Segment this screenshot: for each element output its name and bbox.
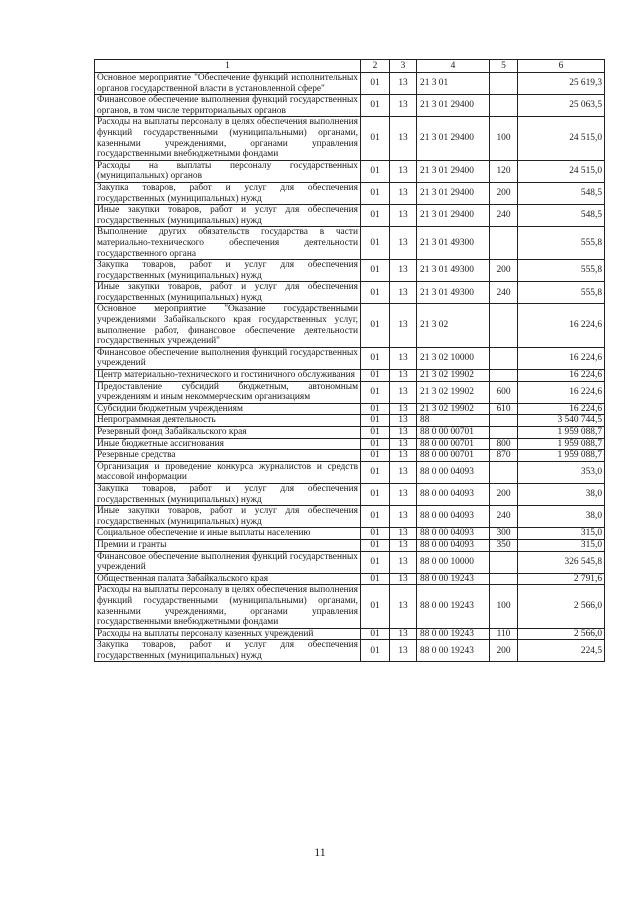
row-name: Закупка товаров, работ и услуг для обеспечения государственных (муниципальных) нужд [95,182,361,204]
row-col-6: 1 959 088,7 [518,450,605,462]
row-col-3: 13 [390,506,417,528]
row-col-4: 88 0 00 10000 [417,551,490,573]
row-name: Закупка товаров, работ и услуг для обеспечения государственных (муниципальных) нужд [95,640,361,662]
row-col-3: 13 [390,160,417,182]
row-col-4: 21 3 01 29400 [417,182,490,204]
row-col-6: 555,8 [518,260,605,282]
row-col-5: 870 [490,450,518,462]
row-name: Расходы на выплаты персоналу казенных учреждений [95,628,361,640]
row-col-3: 13 [390,117,417,160]
row-col-5 [490,95,518,117]
row-col-2: 01 [361,427,390,439]
row-col-2: 01 [361,73,390,95]
row-col-3: 13 [390,304,417,347]
budget-table [94,59,605,662]
row-col-6: 16 224,6 [518,381,605,403]
row-col-3: 13 [390,182,417,204]
row-name: Резервные средства [95,450,361,462]
row-name: Финансовое обеспечение выполнения функций государственных учреждений [95,347,361,369]
row-col-5: 240 [490,205,518,227]
row-col-6: 38,0 [518,506,605,528]
row-col-3: 13 [390,415,417,427]
row-col-2: 01 [361,573,390,585]
table-row [95,450,605,462]
row-col-4: 88 0 00 04093 [417,506,490,528]
row-col-5 [490,73,518,95]
table-row [95,182,605,204]
page-number: 11 [314,845,326,859]
row-col-4: 88 0 00 19243 [417,628,490,640]
row-col-6: 315,0 [518,539,605,551]
table-row [95,73,605,95]
row-col-4: 88 0 00 04093 [417,483,490,505]
row-col-4: 21 3 01 29400 [417,117,490,160]
table-row [95,117,605,160]
row-col-3: 13 [390,585,417,628]
header-col-4: 4 [417,60,490,73]
row-col-5: 200 [490,640,518,662]
row-col-5: 110 [490,628,518,640]
row-col-6: 16 224,6 [518,347,605,369]
row-col-6: 353,0 [518,461,605,483]
row-name: Расходы на выплаты персоналу в целях обеспечения выполнения функций государственными (муниципальными) органами, казенными учреждениями, органами управления государственными внебюджетными фондами [95,117,361,160]
table-row [95,403,605,415]
table-row [95,160,605,182]
row-col-2: 01 [361,585,390,628]
row-name: Закупка товаров, работ и услуг для обеспечения государственных (муниципальных) нужд [95,260,361,282]
row-col-6: 38,0 [518,483,605,505]
row-col-5 [490,573,518,585]
row-col-2: 01 [361,415,390,427]
row-name: Иные бюджетные ассигнования [95,438,361,450]
row-col-5: 200 [490,260,518,282]
row-col-6: 24 515,0 [518,117,605,160]
table-row [95,205,605,227]
row-col-3: 13 [390,347,417,369]
header-col-2: 2 [361,60,390,73]
header-col-3: 3 [390,60,417,73]
table-row [95,506,605,528]
row-col-6: 16 224,6 [518,304,605,347]
table-row [95,370,605,382]
row-col-4: 21 3 02 19902 [417,381,490,403]
row-col-6: 2 791,6 [518,573,605,585]
row-name: Финансовое обеспечение выполнения функций государственных органов, в том числе территориальных органов [95,95,361,117]
row-col-3: 13 [390,260,417,282]
table-header-row [95,60,605,73]
row-col-6: 548,5 [518,182,605,204]
row-col-6: 555,8 [518,227,605,260]
row-col-6: 1 959 088,7 [518,438,605,450]
row-col-5: 100 [490,117,518,160]
row-name: Иные закупки товаров, работ и услуг для обеспечения государственных (муниципальных) нужд [95,205,361,227]
row-col-5: 240 [490,506,518,528]
row-col-5: 240 [490,282,518,304]
row-col-4: 21 3 02 10000 [417,347,490,369]
table-row [95,528,605,540]
row-col-2: 01 [361,528,390,540]
row-col-5 [490,227,518,260]
row-col-6: 2 566,0 [518,585,605,628]
row-col-3: 13 [390,205,417,227]
row-col-3: 13 [390,539,417,551]
row-col-3: 13 [390,551,417,573]
row-col-4: 21 3 02 [417,304,490,347]
row-col-2: 01 [361,461,390,483]
row-col-3: 13 [390,381,417,403]
row-col-2: 01 [361,551,390,573]
row-col-4: 88 0 00 04093 [417,461,490,483]
table-row [95,438,605,450]
row-col-3: 13 [390,370,417,382]
row-col-5 [490,551,518,573]
row-col-2: 01 [361,304,390,347]
row-col-4: 88 [417,415,490,427]
row-col-4: 88 0 00 00701 [417,427,490,439]
row-col-3: 13 [390,73,417,95]
row-col-4: 21 3 01 49300 [417,227,490,260]
table-row [95,381,605,403]
row-name: Расходы на выплаты персоналу в целях обеспечения выполнения функций государственными (муниципальными) органами, казенными учреждениями, органами управления государственными внебюджетными фондами [95,585,361,628]
table-row [95,427,605,439]
row-name: Центр материально-технического и гостиничного обслуживания [95,370,361,382]
row-col-2: 01 [361,160,390,182]
row-name: Премии и гранты [95,539,361,551]
header-col-6: 6 [518,60,605,73]
row-col-5: 800 [490,438,518,450]
row-col-4: 88 0 00 04093 [417,539,490,551]
row-col-2: 01 [361,483,390,505]
row-col-5: 200 [490,182,518,204]
row-col-2: 01 [361,347,390,369]
row-col-2: 01 [361,506,390,528]
row-col-6: 326 545,8 [518,551,605,573]
row-col-4: 21 3 02 19902 [417,370,490,382]
row-col-2: 01 [361,117,390,160]
table-row [95,551,605,573]
row-col-4: 21 3 01 [417,73,490,95]
header-col-1: 1 [95,60,361,73]
row-col-4: 21 3 01 49300 [417,260,490,282]
table-row [95,95,605,117]
row-col-2: 01 [361,628,390,640]
row-col-3: 13 [390,573,417,585]
row-name: Социальное обеспечение и иные выплаты населению [95,528,361,540]
row-col-4: 88 0 00 19243 [417,573,490,585]
row-col-5: 300 [490,528,518,540]
table-row [95,282,605,304]
row-col-2: 01 [361,227,390,260]
row-col-5: 350 [490,539,518,551]
table-row [95,640,605,662]
row-col-3: 13 [390,427,417,439]
row-col-5 [490,370,518,382]
table-row [95,585,605,628]
row-col-6: 1 959 088,7 [518,427,605,439]
row-col-6: 555,8 [518,282,605,304]
row-col-2: 01 [361,370,390,382]
row-col-4: 21 3 01 29400 [417,95,490,117]
row-col-5 [490,461,518,483]
row-name: Закупка товаров, работ и услуг для обеспечения государственных (муниципальных) нужд [95,483,361,505]
row-col-2: 01 [361,182,390,204]
row-name: Финансовое обеспечение выполнения функций государственных учреждений [95,551,361,573]
row-col-4: 88 0 00 00701 [417,438,490,450]
row-name: Организация и проведение конкурса журналистов и средств массовой информации [95,461,361,483]
row-col-2: 01 [361,539,390,551]
row-col-4: 88 0 00 04093 [417,528,490,540]
row-col-4: 21 3 01 49300 [417,282,490,304]
row-col-2: 01 [361,282,390,304]
row-col-2: 01 [361,260,390,282]
row-col-3: 13 [390,403,417,415]
row-col-5 [490,415,518,427]
table-row [95,628,605,640]
row-name: Субсидии бюджетным учреждениям [95,403,361,415]
header-col-5: 5 [490,60,518,73]
row-name: Основное мероприятие "Обеспечение функций исполнительных органов государственной власти в установленной сфере" [95,73,361,95]
row-name: Резервный фонд Забайкальского края [95,427,361,439]
row-col-6: 25 063,5 [518,95,605,117]
row-col-2: 01 [361,403,390,415]
row-col-4: 88 0 00 00701 [417,450,490,462]
row-col-6: 2 566,0 [518,628,605,640]
row-col-3: 13 [390,483,417,505]
row-col-3: 13 [390,640,417,662]
table-row [95,573,605,585]
row-name: Непрограммная деятельность [95,415,361,427]
row-name: Иные закупки товаров, работ и услуг для обеспечения государственных (муниципальных) нужд [95,282,361,304]
row-name: Общественная палата Забайкальского края [95,573,361,585]
row-col-6: 315,0 [518,528,605,540]
table-row [95,304,605,347]
row-col-3: 13 [390,95,417,117]
row-col-4: 88 0 00 19243 [417,585,490,628]
table-row [95,227,605,260]
row-col-5: 600 [490,381,518,403]
row-name: Основное мероприятие "Оказание государственными учреждениями Забайкальского края государственных услуг, выполнение работ, финансовое обеспечение деятельности государственных учреждений" [95,304,361,347]
row-col-2: 01 [361,438,390,450]
row-col-6: 224,5 [518,640,605,662]
row-col-2: 01 [361,95,390,117]
row-col-5: 100 [490,585,518,628]
row-col-3: 13 [390,450,417,462]
row-col-5 [490,347,518,369]
table-row [95,347,605,369]
row-col-6: 16 224,6 [518,370,605,382]
row-col-6: 25 619,3 [518,73,605,95]
table-row [95,461,605,483]
row-col-6: 3 540 744,5 [518,415,605,427]
row-col-2: 01 [361,381,390,403]
row-col-5: 120 [490,160,518,182]
row-col-4: 21 3 02 19902 [417,403,490,415]
row-col-3: 13 [390,461,417,483]
row-col-3: 13 [390,282,417,304]
table-row [95,483,605,505]
row-col-5 [490,427,518,439]
row-name: Предоставление субсидий бюджетным, автономным учреждениям и иным некоммерческим организациям [95,381,361,403]
document-page [94,59,604,662]
row-col-6: 24 515,0 [518,160,605,182]
row-col-2: 01 [361,450,390,462]
row-col-5 [490,304,518,347]
table-row [95,415,605,427]
row-col-3: 13 [390,227,417,260]
row-name: Иные закупки товаров, работ и услуг для обеспечения государственных (муниципальных) нужд [95,506,361,528]
row-col-2: 01 [361,640,390,662]
row-col-4: 21 3 01 29400 [417,160,490,182]
row-col-4: 88 0 00 19243 [417,640,490,662]
table-row [95,539,605,551]
row-col-3: 13 [390,628,417,640]
row-col-2: 01 [361,205,390,227]
row-col-4: 21 3 01 29400 [417,205,490,227]
row-name: Выполнение других обязательств государства в части материально-технического обеспечения деятельности государственного органа [95,227,361,260]
row-col-5: 610 [490,403,518,415]
row-col-3: 13 [390,528,417,540]
row-col-5: 200 [490,483,518,505]
row-col-3: 13 [390,438,417,450]
row-name: Расходы на выплаты персоналу государственных (муниципальных) органов [95,160,361,182]
row-col-6: 548,5 [518,205,605,227]
table-row [95,260,605,282]
row-col-6: 16 224,6 [518,403,605,415]
